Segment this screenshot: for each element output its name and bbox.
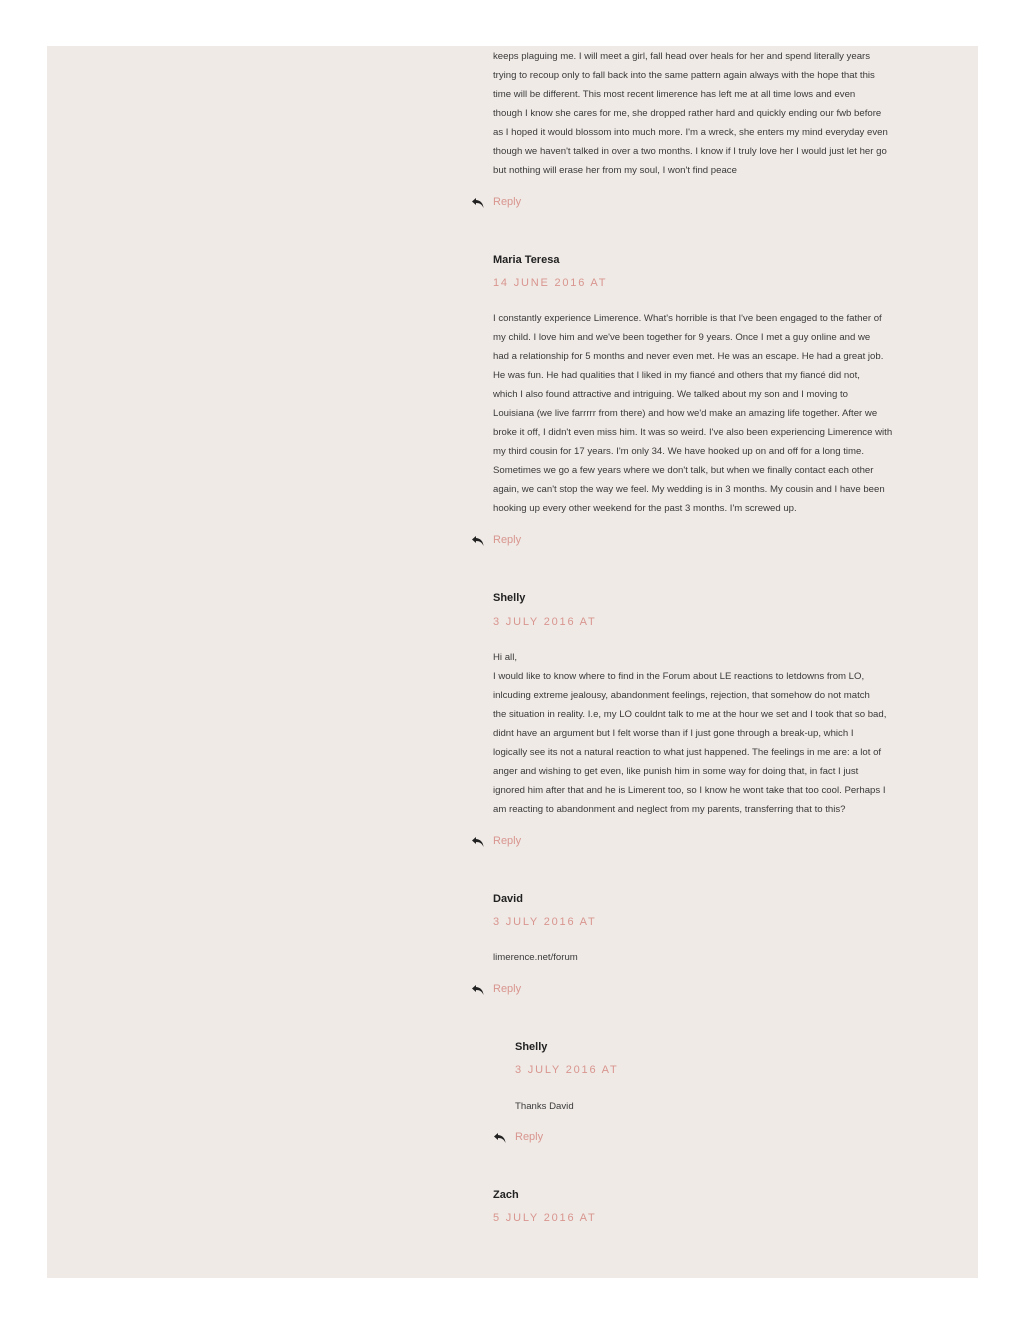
comment-line: inlcuding extreme jealousy, abandonment feelings, rejection, that somehow do not match xyxy=(493,690,870,701)
comment-line: ignored him after that and he is Limerent too, so I know he wont take that too cool. Perhaps I xyxy=(493,785,886,796)
reply-link[interactable]: Reply xyxy=(493,835,522,847)
comment-author[interactable]: Shelly xyxy=(493,592,526,604)
reply-link[interactable]: Reply xyxy=(515,1131,544,1143)
comment-body xyxy=(493,648,913,819)
reply-arrow-icon[interactable] xyxy=(471,535,485,547)
reply-arrow-icon[interactable] xyxy=(471,836,485,848)
comment-line: hooking up every other weekend for the past 3 months. I'm screwed up. xyxy=(493,503,797,514)
comment-line: Thanks David xyxy=(515,1101,574,1112)
comment-line: anger and wishing to get even, like punish him in some way for doing that, in fact I just xyxy=(493,766,859,777)
comment-author[interactable]: Maria Teresa xyxy=(493,254,560,266)
comment-date[interactable]: 3 JULY 2016 AT xyxy=(493,916,597,928)
comment-line: Hi all, xyxy=(493,652,517,663)
comment-body xyxy=(515,1097,913,1116)
comment-line: logically see its not a natural reaction to what just happened. The feelings in me are: a lot of xyxy=(493,747,882,758)
comment-line: am reacting to abandonment and neglect from my parents, transferring that to this? xyxy=(493,804,846,815)
comment-date[interactable]: 3 JULY 2016 AT xyxy=(515,1064,619,1076)
reply-link[interactable]: Reply xyxy=(493,983,522,995)
comment-line: didnt have an argument but I felt worse than if I just gone through a break-up, which I xyxy=(493,728,854,739)
comment-line: which I also found attractive and intriguing. We talked about my son and I moving to xyxy=(493,389,848,400)
comment-line: had a relationship for 5 months and never even met. He was an escape. He had a great job. xyxy=(493,351,884,362)
comment-line: as I hoped it would blossom into much more. I'm a wreck, she enters my mind everyday even xyxy=(493,127,888,138)
comment-line: though I know she cares for me, she dropped rather hard and quickly ending our fwb before xyxy=(493,108,882,119)
comment-line: my third cousin for 17 years. I'm only 34. We have hooked up on and off for a long time. xyxy=(493,446,865,457)
comment-date[interactable]: 5 JULY 2016 AT xyxy=(493,1212,597,1224)
comment-line: limerence.net/forum xyxy=(493,952,578,963)
comment-line: but nothing will erase her from my soul, I won't find peace xyxy=(493,165,737,176)
comment-line: Sometimes we go a few years where we don't talk, but when we finally contact each other xyxy=(493,465,874,476)
comment-line: trying to recoup only to fall back into the same pattern again always with the hope that this xyxy=(493,70,875,81)
comment-author[interactable]: Zach xyxy=(493,1189,519,1201)
comment-line: broke it off, I didn't even miss him. It was so weird. I've also been experiencing Limerence with xyxy=(493,427,893,438)
reply-arrow-icon[interactable] xyxy=(471,197,485,209)
comment-body xyxy=(493,47,913,180)
comment-line: again, we can't stop the way we feel. My wedding is in 3 months. My cousin and I have been xyxy=(493,484,885,495)
comment-line: keeps plaguing me. I will meet a girl, fall head over heals for her and spend literally years xyxy=(493,51,871,62)
comment-body xyxy=(493,309,913,518)
comment-date[interactable]: 3 JULY 2016 AT xyxy=(493,616,597,628)
comment-body xyxy=(493,948,913,967)
comment-line: I would like to know where to find in the Forum about LE reactions to letdowns from LO, xyxy=(493,671,865,682)
comment-line: He was fun. He had qualities that I liked in my fiancé and others that my fiancé did not, xyxy=(493,370,860,381)
comment-line: the situation in reality. I.e, my LO couldnt talk to me at the hour we set and I took that so bad, xyxy=(493,709,887,720)
comment-line: time will be different. This most recent limerence has left me at all time lows and even xyxy=(493,89,856,100)
comment-line: my child. I love him and we've been together for 9 years. Once I met a guy online and we xyxy=(493,332,871,343)
reply-arrow-icon[interactable] xyxy=(493,1132,507,1144)
comment-date[interactable]: 14 JUNE 2016 AT xyxy=(493,277,608,289)
comment-author[interactable]: Shelly xyxy=(515,1041,548,1053)
comment-line: Louisiana (we live farrrrr from there) and how we'd make an amazing life together. After we xyxy=(493,408,878,419)
reply-link[interactable]: Reply xyxy=(493,196,522,208)
reply-arrow-icon[interactable] xyxy=(471,984,485,996)
reply-link[interactable]: Reply xyxy=(493,534,522,546)
comment-author[interactable]: David xyxy=(493,893,523,905)
comment-line: I constantly experience Limerence. What's horrible is that I've been engaged to the father of xyxy=(493,313,882,324)
comment-line: though we haven't talked in over a two months. I know if I truly love her I would just let her go xyxy=(493,146,887,157)
